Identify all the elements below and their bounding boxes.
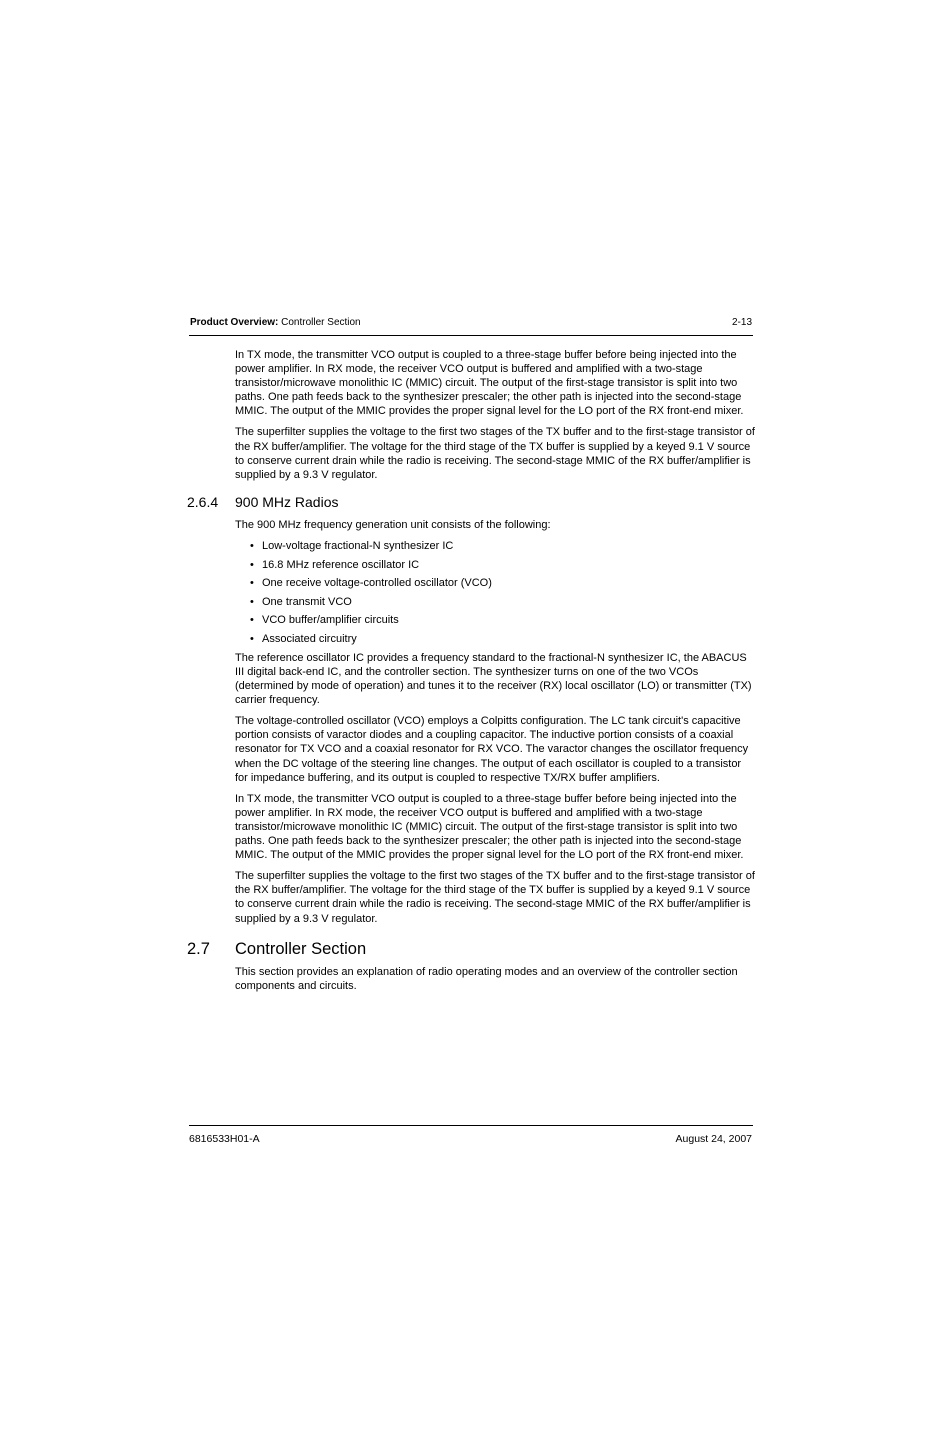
- list-item-text: One receive voltage-controlled oscillator (VCO): [262, 577, 492, 590]
- section-heading-2-7: [187, 939, 755, 959]
- page-number: 2-13: [731, 317, 752, 328]
- paragraph: The voltage-controlled oscillator (VCO) employs a Colpitts configuration. The LC tank circuit's capacitive portion consists of varactor diodes and a coupling capacitor. The inductive portion consists of a coaxial resonator for TX VCO and a coaxial resonator for RX VCO. The varactor changes the oscillator frequency when the DC voltage of the steering line changes. The output of each oscillator is coupled to a transistor for impedance buffering, and its output is coupled to respective TX/RX buffer amplifiers.: [235, 715, 749, 784]
- list-item-text: One transmit VCO: [262, 595, 352, 608]
- component-list: [235, 539, 755, 646]
- paragraph: In TX mode, the transmitter VCO output is coupled to a three-stage buffer before being injected into the power amplifier. In RX mode, the receiver VCO output is buffered and amplified with a two-stage transistor/microwave monolithic IC (MMIC) circuit. The output of the first-stage transistor is split into two paths. One path feeds back to the synthesizer prescaler; the other path is injected into the second-stage MMIC. The output of the MMIC provides the proper signal level for the LO port of the RX front-end mixer.: [235, 349, 744, 418]
- bullet-icon: •: [250, 539, 254, 552]
- section-number: 2.7: [187, 939, 210, 958]
- section-title: Controller Section: [235, 939, 367, 958]
- list-item: [235, 632, 755, 646]
- bullet-icon: •: [250, 558, 254, 571]
- list-item: [235, 595, 755, 609]
- list-item: [235, 539, 755, 553]
- header-rule: [189, 335, 753, 336]
- section-title: 900 MHz Radios: [235, 493, 339, 510]
- bullet-icon: •: [250, 632, 254, 645]
- header-section-title: Controller Section: [281, 317, 361, 328]
- bullet-icon: •: [250, 577, 254, 590]
- paragraph: This section provides an explanation of radio operating modes and an overview of the controller section components and circuits.: [235, 965, 738, 992]
- section-number: 2.6.4: [187, 493, 219, 510]
- list-item: [235, 613, 755, 627]
- paragraph: The reference oscillator IC provides a frequency standard to the fractional-N synthesizer IC, the ABACUS III digital back-end IC, and the controller section. The synthesizer turns on one of the two VCOs (determined by mode of operation) and tunes it to the receiver (RX) local oscillator (LO) or transmitter (TX) carrier frequency.: [235, 651, 752, 707]
- list-item: [235, 576, 755, 590]
- list-item-text: 16.8 MHz reference oscillator IC: [262, 558, 420, 571]
- section-heading-2-6-4: [187, 493, 755, 511]
- list-item-text: Low-voltage fractional-N synthesizer IC: [262, 539, 454, 552]
- header-section-label: Product Overview:: [190, 317, 279, 328]
- list-item-text: VCO buffer/amplifier circuits: [262, 614, 399, 627]
- paragraph: In TX mode, the transmitter VCO output is coupled to a three-stage buffer before being injected into the power amplifier. In RX mode, the receiver VCO output is buffered and amplified with a two-stage transistor/microwave monolithic IC (MMIC) circuit. The output of the first-stage transistor is split into two paths. One path feeds back to the synthesizer prescaler; the other path is injected into the second-stage MMIC. The output of the MMIC provides the proper signal level for the LO port of the RX front-end mixer.: [235, 792, 744, 862]
- publication-date: August 24, 2007: [675, 1133, 752, 1145]
- document-number: 6816533H01-A: [189, 1133, 260, 1145]
- page-body: [187, 348, 755, 1000]
- footer-rule: [189, 1125, 753, 1126]
- list-item: [235, 558, 755, 572]
- running-header: [190, 316, 361, 329]
- paragraph: The superfilter supplies the voltage to the first two stages of the TX buffer and to the first-stage transistor of the RX buffer/amplifier. The voltage for the third stage of the TX buffer is supplied by a keyed 9.1 V source to conserve current drain while the radio is receiving. The second-stage MMIC of the RX buffer/amplifier is supplied by a 9.3 V regulator.: [235, 426, 755, 481]
- bullet-icon: •: [250, 614, 254, 627]
- paragraph: The 900 MHz frequency generation unit consists of the following:: [235, 518, 551, 531]
- bullet-icon: •: [250, 595, 254, 608]
- paragraph: The superfilter supplies the voltage to the first two stages of the TX buffer and to the first-stage transistor of the RX buffer/amplifier. The voltage for the third stage of the TX buffer is supplied by a keyed 9.1 V source to conserve current drain while the radio is receiving. The second-stage MMIC of the RX buffer/amplifier is supplied by a 9.3 V regulator.: [235, 870, 755, 925]
- list-item-text: Associated circuitry: [262, 632, 357, 645]
